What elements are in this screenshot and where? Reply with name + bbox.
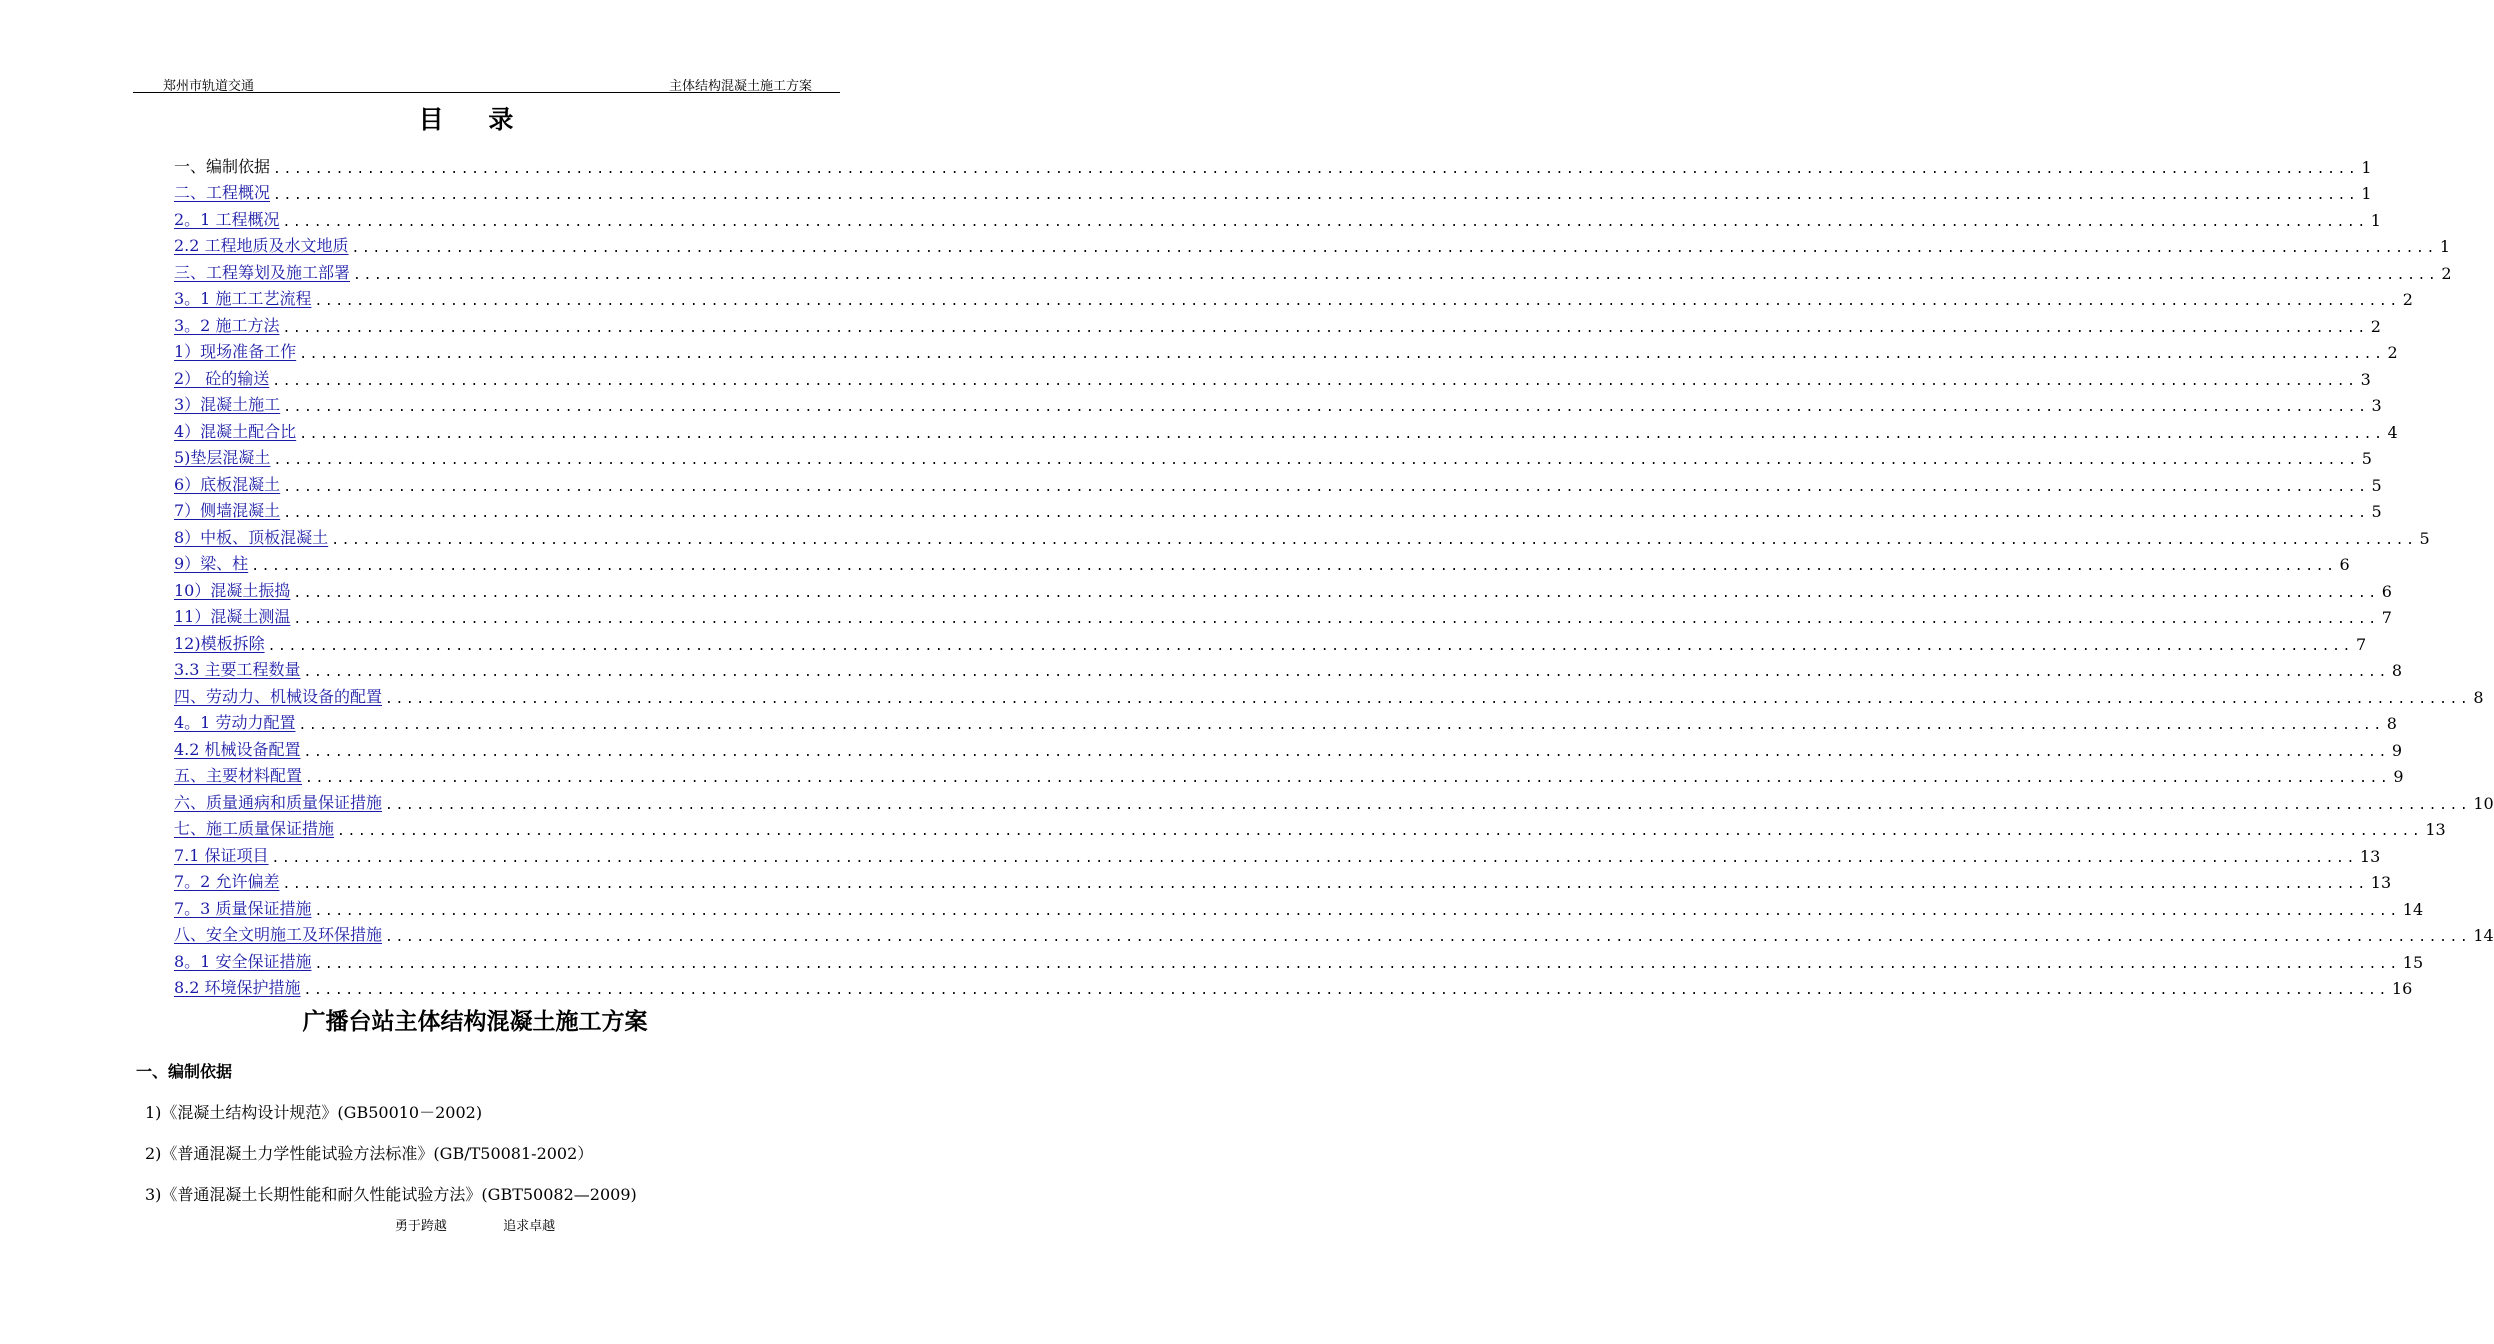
toc-entry-label[interactable]: 6）底板混凝土 bbox=[174, 474, 281, 494]
toc-leader-dots: ........................................................................................................................................................................................................ bbox=[314, 294, 2400, 309]
toc-leader-dots: ........................................................................................................................................................................................................ bbox=[305, 771, 2391, 786]
toc-leader-dots: ........................................................................................................................................................................................................ bbox=[351, 241, 2437, 256]
toc-entry-page: 4 bbox=[2387, 422, 2398, 442]
toc-entry-page: 14 bbox=[2473, 926, 2494, 945]
toc-entry-page: 3 bbox=[2371, 396, 2382, 415]
toc-entry[interactable] bbox=[174, 230, 2451, 257]
toc-entry-label[interactable]: 2。1 工程概况 bbox=[174, 209, 280, 229]
toc-entry-label: 一、编制依据 bbox=[174, 156, 271, 176]
toc-entry-label[interactable]: 七、施工质量保证措施 bbox=[174, 819, 335, 838]
toc-entry-page: 3 bbox=[2360, 369, 2371, 389]
toc-leader-dots: ........................................................................................................................................................................................................ bbox=[271, 850, 2357, 866]
toc-entry[interactable] bbox=[174, 601, 2392, 628]
toc-entry[interactable] bbox=[174, 839, 2381, 866]
footer-right: 追求卓越 bbox=[503, 1219, 556, 1234]
toc-entry-page: 13 bbox=[2359, 846, 2381, 866]
page-header bbox=[133, 72, 840, 93]
toc-entry-page: 6 bbox=[2381, 581, 2392, 601]
toc-leader-dots: ........................................................................................................................................................................................................ bbox=[282, 320, 2368, 336]
toc-entry-page: 1 bbox=[2370, 210, 2381, 230]
toc-entry-page: 13 bbox=[2425, 820, 2446, 839]
toc-leader-dots: ........................................................................................................................................................................................................ bbox=[293, 612, 2379, 627]
toc-entry-page: 2 bbox=[2370, 316, 2381, 336]
toc-entry-label[interactable]: 7。2 允许偏差 bbox=[174, 872, 280, 891]
toc-entry-label[interactable]: 三、工程筹划及施工部署 bbox=[174, 262, 351, 282]
toc-entry-page: 9 bbox=[2391, 740, 2403, 760]
toc-entry[interactable] bbox=[174, 283, 2413, 310]
toc-leader-dots: ........................................................................................................................................................................................................ bbox=[385, 691, 2471, 707]
reference-item: 3)《普通混凝土长期性能和耐久性能试验方法》(GBT50082—2009) bbox=[145, 1185, 637, 1204]
toc-entry-page: 2 bbox=[2402, 290, 2413, 309]
toc-entry-label[interactable]: 3。1 施工工艺流程 bbox=[174, 289, 312, 308]
toc-entry-label[interactable]: 7.1 保证项目 bbox=[174, 845, 269, 865]
toc-entry[interactable] bbox=[174, 680, 2484, 707]
toc-entry-label[interactable]: 5)垫层混凝土 bbox=[174, 448, 271, 467]
toc-entry[interactable] bbox=[174, 256, 2452, 283]
toc-entry-page: 7 bbox=[2355, 634, 2367, 654]
toc-entry-label[interactable]: 四、劳动力、机械设备的配置 bbox=[174, 686, 383, 706]
toc-leader-dots: ........................................................................................................................................................................................................ bbox=[314, 956, 2400, 972]
header-right: 主体结构混凝土施工方案 bbox=[668, 79, 812, 94]
toc-entry-label[interactable]: 2） 砼的输送 bbox=[174, 368, 270, 388]
toc-leader-dots: ........................................................................................................................................................................................................ bbox=[273, 188, 2359, 203]
toc-entry-label[interactable]: 2.2 工程地质及水文地质 bbox=[174, 236, 349, 255]
toc-entry-page: 7 bbox=[2381, 608, 2392, 627]
toc-entry-page: 1 bbox=[2361, 157, 2372, 177]
toc-entry-label[interactable]: 8.2 环境保护措施 bbox=[174, 978, 301, 997]
toc-leader-dots: ........................................................................................................................................................................................................ bbox=[337, 824, 2423, 839]
toc-entry[interactable] bbox=[174, 972, 2413, 999]
toc-entry[interactable] bbox=[174, 733, 2403, 760]
toc-entry-label[interactable]: 1）现场准备工作 bbox=[174, 342, 297, 361]
toc-entry bbox=[174, 150, 2372, 177]
toc-leader-dots: ........................................................................................................................................................................................................ bbox=[353, 267, 2439, 283]
toc-entry-label[interactable]: 9）梁、柱 bbox=[174, 554, 249, 573]
header-left: 郑州市轨道交通 bbox=[163, 79, 255, 94]
toc-entry[interactable] bbox=[174, 389, 2382, 416]
toc-entry-page: 5 bbox=[2419, 528, 2430, 548]
toc-entry[interactable] bbox=[174, 203, 2381, 230]
toc-entry-label[interactable]: 4）混凝土配合比 bbox=[174, 421, 297, 441]
toc-entry-label[interactable]: 8。1 安全保证措施 bbox=[174, 951, 312, 971]
section-heading: 一、编制依据 bbox=[136, 1062, 233, 1081]
toc-entry[interactable] bbox=[174, 495, 2382, 522]
toc-entry-label[interactable]: 8）中板、顶板混凝土 bbox=[174, 527, 329, 547]
toc-entry-label[interactable]: 八、安全文明施工及环保措施 bbox=[174, 925, 383, 944]
toc-entry[interactable] bbox=[174, 866, 2392, 893]
toc-entry-page: 8 bbox=[2391, 661, 2403, 680]
toc-entry-page: 8 bbox=[2386, 714, 2397, 733]
toc-entry-page: 1 bbox=[2361, 184, 2372, 203]
toc-entry-page: 6 bbox=[2339, 555, 2350, 574]
toc-entry-label[interactable]: 3）混凝土施工 bbox=[174, 395, 281, 414]
toc-leader-dots: ........................................................................................................................................................................................................ bbox=[293, 585, 2379, 601]
toc-entry-label[interactable]: 10）混凝土振捣 bbox=[174, 580, 291, 600]
toc-entry[interactable] bbox=[174, 177, 2372, 204]
toc-entry[interactable] bbox=[174, 919, 2494, 946]
toc-entry[interactable] bbox=[174, 654, 2403, 681]
toc-entry[interactable] bbox=[174, 574, 2392, 601]
toc-leader-dots: ........................................................................................................................................................................................................ bbox=[303, 744, 2389, 760]
toc-entry-label[interactable]: 4.2 机械设备配置 bbox=[174, 739, 301, 759]
toc-entry-label[interactable]: 11）混凝土测温 bbox=[174, 607, 291, 626]
toc-leader-dots: ........................................................................................................................................................................................................ bbox=[303, 983, 2389, 998]
toc-entry-label[interactable]: 六、质量通病和质量保证措施 bbox=[174, 792, 383, 812]
toc-entry[interactable] bbox=[174, 813, 2446, 840]
toc-leader-dots: ........................................................................................................................................................................................................ bbox=[251, 559, 2337, 574]
toc-leader-dots: ........................................................................................................................................................................................................ bbox=[385, 930, 2471, 945]
reference-item: 2)《普通混凝土力学性能试验方法标准》(GB/T50081-2002） bbox=[145, 1144, 594, 1163]
toc-entry-label[interactable]: 3。2 施工方法 bbox=[174, 315, 280, 335]
toc-entry[interactable] bbox=[174, 627, 2367, 654]
toc-entry-page: 16 bbox=[2391, 979, 2413, 998]
toc-entry-page: 2 bbox=[2387, 343, 2398, 362]
table-of-contents bbox=[174, 150, 2494, 998]
toc-entry[interactable] bbox=[174, 892, 2424, 919]
toc-entry-label[interactable]: 7。3 质量保证措施 bbox=[174, 898, 312, 918]
page-footer bbox=[0, 1215, 950, 1234]
toc-leader-dots: ........................................................................................................................................................................................................ bbox=[273, 161, 2359, 177]
toc-entry-page: 9 bbox=[2393, 767, 2404, 786]
toc-entry-page: 5 bbox=[2371, 502, 2382, 521]
toc-leader-dots: ........................................................................................................................................................................................................ bbox=[282, 214, 2368, 230]
toc-leader-dots: ........................................................................................................................................................................................................ bbox=[283, 506, 2369, 521]
toc-entry[interactable] bbox=[174, 548, 2350, 575]
toc-entry-page: 1 bbox=[2439, 237, 2451, 256]
toc-entry[interactable] bbox=[174, 442, 2372, 469]
toc-leader-dots: ........................................................................................................................................................................................................ bbox=[267, 638, 2353, 654]
toc-entry-page: 10 bbox=[2473, 793, 2494, 813]
toc-entry-page: 2 bbox=[2441, 263, 2452, 283]
reference-list bbox=[145, 1100, 637, 1223]
toc-entry[interactable] bbox=[174, 415, 2398, 442]
toc-title: 目 录 bbox=[418, 105, 532, 134]
footer-left: 勇于跨越 bbox=[394, 1219, 447, 1234]
toc-entry-page: 14 bbox=[2402, 899, 2424, 919]
toc-entry[interactable] bbox=[174, 468, 2382, 495]
toc-entry[interactable] bbox=[174, 309, 2381, 336]
toc-entry[interactable] bbox=[174, 707, 2397, 734]
document-title: 广播台站主体结构混凝土施工方案 bbox=[302, 1008, 648, 1035]
toc-entry[interactable] bbox=[174, 786, 2494, 813]
toc-leader-dots: ........................................................................................................................................................................................................ bbox=[273, 453, 2359, 468]
toc-entry[interactable] bbox=[174, 362, 2371, 389]
toc-entry-label[interactable]: 7）侧墙混凝土 bbox=[174, 501, 281, 520]
toc-entry-label[interactable]: 二、工程概况 bbox=[174, 183, 271, 202]
toc-entry-page: 13 bbox=[2370, 873, 2392, 892]
toc-leader-dots: ........................................................................................................................................................................................................ bbox=[272, 373, 2358, 389]
toc-entry[interactable] bbox=[174, 521, 2430, 548]
reference-item: 1)《混凝土结构设计规范》(GB50010－2002) bbox=[145, 1103, 483, 1122]
toc-entry-page: 5 bbox=[2361, 449, 2372, 468]
toc-leader-dots: ........................................................................................................................................................................................................ bbox=[283, 400, 2369, 415]
toc-entry-page: 8 bbox=[2473, 687, 2484, 707]
toc-entry[interactable] bbox=[174, 760, 2404, 787]
toc-entry[interactable] bbox=[174, 945, 2424, 972]
toc-leader-dots: ........................................................................................................................................................................................................ bbox=[298, 718, 2384, 733]
toc-leader-dots: ........................................................................................................................................................................................................ bbox=[385, 797, 2471, 813]
toc-leader-dots: ........................................................................................................................................................................................................ bbox=[283, 479, 2369, 495]
toc-entry-label[interactable]: 五、主要材料配置 bbox=[174, 766, 303, 785]
toc-entry-label[interactable]: 4。1 劳动力配置 bbox=[174, 713, 296, 732]
toc-entry-label[interactable]: 3.3 主要工程数量 bbox=[174, 660, 301, 679]
toc-leader-dots: ........................................................................................................................................................................................................ bbox=[299, 426, 2385, 442]
toc-leader-dots: ........................................................................................................................................................................................................ bbox=[314, 903, 2400, 919]
toc-leader-dots: ........................................................................................................................................................................................................ bbox=[303, 665, 2389, 680]
toc-leader-dots: ........................................................................................................................................................................................................ bbox=[331, 532, 2417, 548]
toc-entry-label[interactable]: 12)模板拆除 bbox=[174, 633, 265, 653]
toc-leader-dots: ........................................................................................................................................................................................................ bbox=[282, 877, 2368, 892]
toc-leader-dots: ........................................................................................................................................................................................................ bbox=[299, 347, 2385, 362]
toc-entry-page: 15 bbox=[2402, 952, 2424, 972]
toc-entry-page: 5 bbox=[2371, 475, 2382, 495]
toc-entry[interactable] bbox=[174, 336, 2398, 363]
